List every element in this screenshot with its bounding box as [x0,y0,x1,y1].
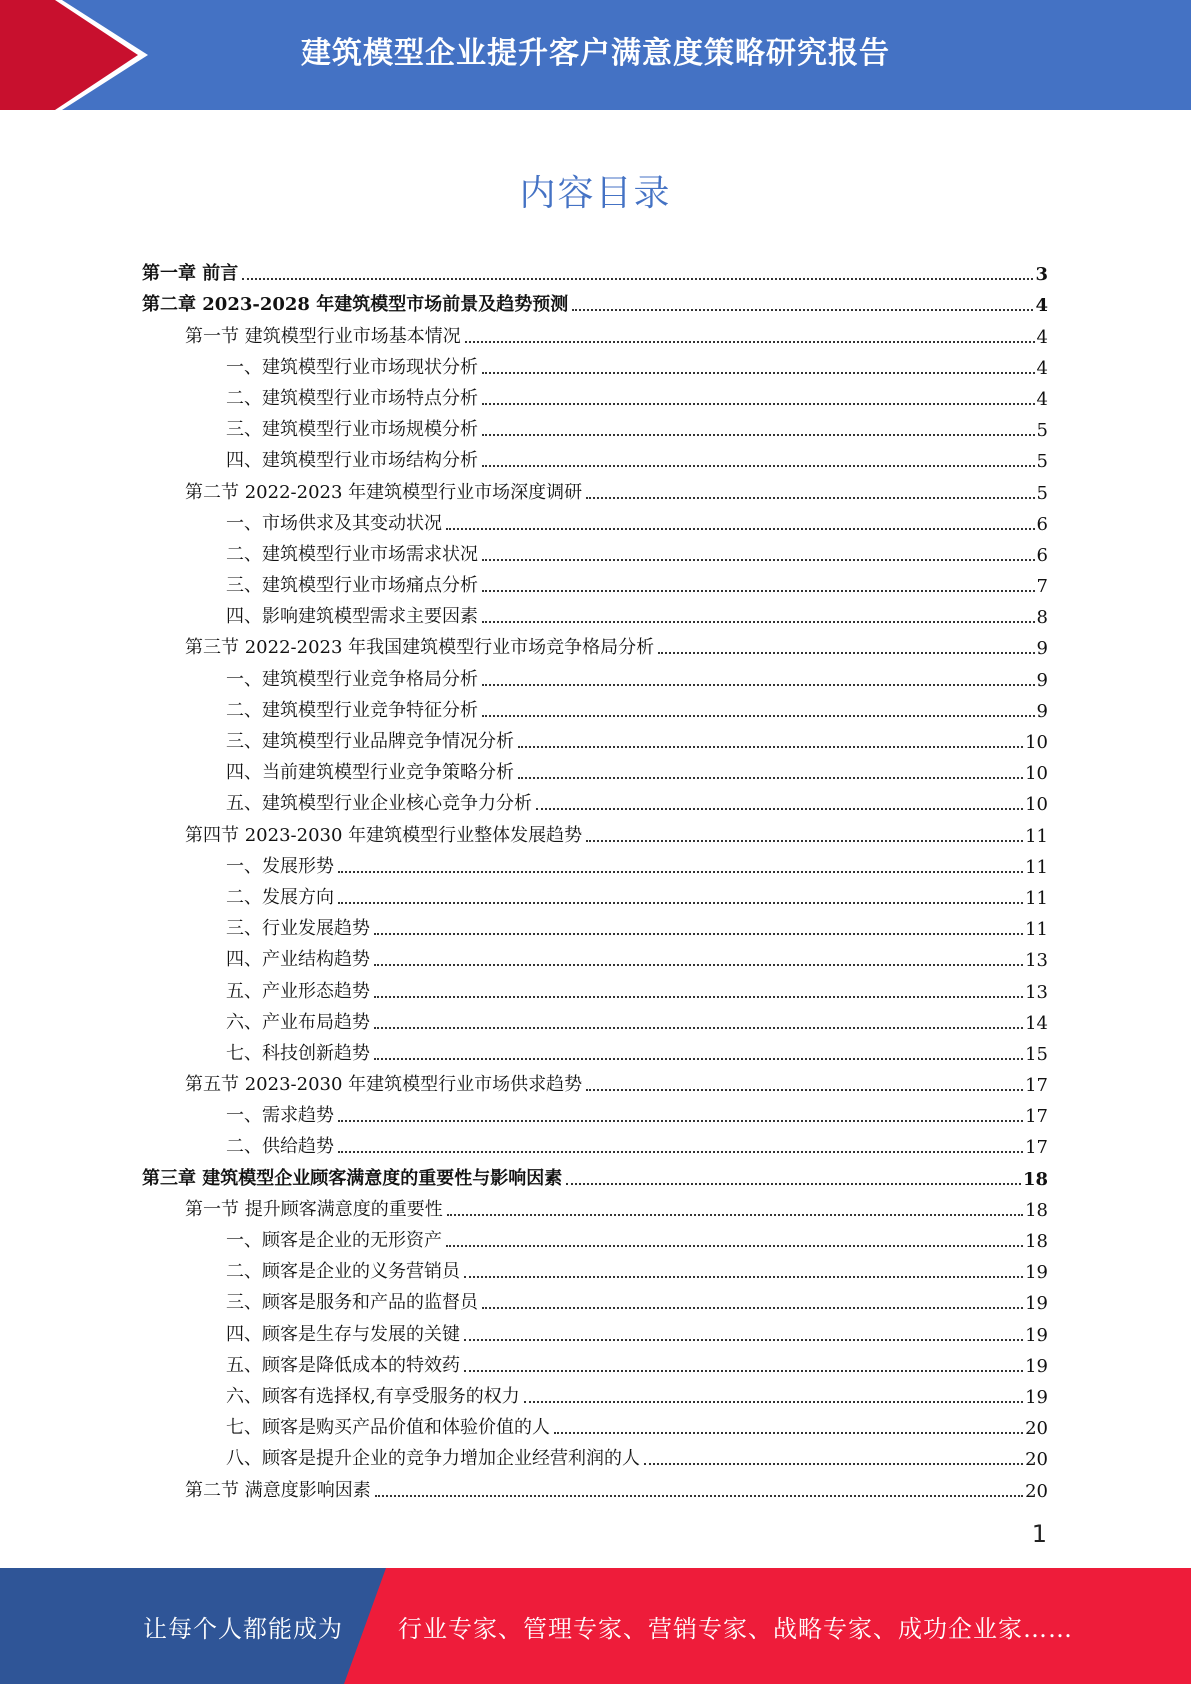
toc-entry[interactable] [142,878,1048,909]
toc-leader-dots [464,1339,1023,1341]
toc-entry[interactable] [142,316,1048,347]
toc-entry[interactable] [142,940,1048,971]
toc-entry-label: 六、产业布局趋势 [226,1011,370,1033]
toc-entry[interactable] [142,909,1048,940]
toc-entry-page: 6 [1036,544,1048,566]
toc-entry-page: 17 [1025,1106,1048,1128]
toc-leader-dots [446,1245,1023,1247]
toc-entry[interactable] [142,1408,1048,1439]
toc-entry-label: 四、影响建筑模型需求主要因素 [226,606,478,628]
toc-entry-page: 17 [1025,1137,1048,1159]
toc-leader-dots [524,1401,1023,1403]
toc-entry[interactable] [142,348,1048,379]
toc-leader-dots [518,777,1023,779]
toc-entry[interactable] [142,504,1048,535]
toc-entry[interactable] [142,691,1048,722]
toc-entry[interactable] [142,285,1048,316]
toc-entry[interactable] [142,659,1048,690]
toc-entry[interactable] [142,1127,1048,1158]
toc-entry-label: 三、建筑模型行业品牌竞争情况分析 [226,731,514,752]
toc-entry[interactable] [142,379,1048,410]
toc-entry-label: 第二节 满意度影响因素 [185,1479,371,1501]
toc-heading: 内容目录 [519,173,672,214]
page-footer [0,1568,1191,1684]
toc-entry-page: 17 [1025,1075,1048,1097]
toc-entry[interactable] [142,1346,1048,1377]
toc-entry-page: 10 [1025,794,1048,816]
toc-entry[interactable] [142,535,1048,566]
toc-leader-dots [374,964,1023,966]
toc-entry-label: 第四节 2023-2030 年建筑模型行业整体发展趋势 [185,824,583,846]
toc-entry[interactable] [142,784,1048,815]
toc-entry-label: 一、发展形势 [226,855,334,877]
toc-entry-label: 五、建筑模型行业企业核心竞争力分析 [226,793,532,815]
toc-entry-label: 三、建筑模型行业市场规模分析 [226,419,478,441]
toc-entry-label: 二、建筑模型行业竞争特征分析 [226,699,478,721]
toc-entry-page: 19 [1025,1386,1048,1408]
toc-entry-page: 5 [1036,420,1048,442]
toc-entry-page: 8 [1036,607,1048,629]
toc-entry-page: 20 [1025,1449,1048,1471]
toc-leader-dots [572,309,1033,311]
toc-leader-dots [464,1276,1023,1278]
toc-leader-dots [482,434,1035,436]
toc-entry-label: 一、建筑模型行业竞争格局分析 [226,668,478,690]
toc-entry-page: 19 [1025,1293,1048,1315]
toc-entry[interactable] [142,1065,1048,1096]
toc-leader-dots [482,465,1035,467]
toc-entry-label: 第三节 2022-2023 年我国建筑模型行业市场竞争格局分析 [185,637,655,659]
toc-entry-label: 七、科技创新趋势 [226,1042,370,1064]
toc-entry-page: 11 [1025,856,1048,878]
toc-leader-dots [374,933,1023,935]
toc-leader-dots [518,746,1023,748]
toc-entry-label: 第二节 2022-2023 年建筑模型行业市场深度调研 [185,481,583,503]
toc-entry-label: 四、建筑模型行业市场结构分析 [226,450,478,472]
toc-entry[interactable] [142,597,1048,628]
toc-entry-page: 5 [1036,451,1048,473]
toc-leader-dots [374,1027,1023,1029]
toc-entry-label: 二、供给趋势 [226,1136,334,1158]
toc-entry-page: 18 [1022,1168,1048,1190]
toc-entry-page: 10 [1025,732,1048,753]
toc-entry[interactable] [142,1439,1048,1470]
header-arrow-icon [0,0,160,110]
toc-leader-dots [482,715,1035,717]
toc-leader-dots [482,372,1035,374]
toc-entry-page: 4 [1036,388,1048,410]
toc-entry-page: 18 [1025,1199,1048,1221]
toc-leader-dots [338,902,1023,904]
toc-entry[interactable] [142,1377,1048,1408]
toc-entry-label: 三、建筑模型行业市场痛点分析 [226,575,478,597]
toc-entry-label: 二、顾客是企业的义务营销员 [226,1261,460,1283]
toc-leader-dots [338,1120,1023,1122]
toc-entry-page: 11 [1025,825,1048,847]
toc-leader-dots [566,1183,1021,1185]
toc-leader-dots [375,1495,1023,1497]
toc-entry-page: 9 [1036,700,1048,722]
table-of-contents [142,254,1048,1502]
toc-leader-dots [586,1089,1023,1091]
toc-entry-page: 15 [1025,1043,1048,1065]
toc-entry[interactable] [142,722,1048,753]
toc-entry[interactable] [142,472,1048,503]
toc-leader-dots [447,1214,1023,1216]
toc-entry[interactable] [142,1314,1048,1345]
toc-entry[interactable] [142,1190,1048,1221]
toc-entry[interactable] [142,566,1048,597]
toc-entry-page: 6 [1036,513,1048,535]
toc-leader-dots [586,497,1034,499]
toc-entry[interactable] [142,254,1048,285]
toc-entry-page: 9 [1036,638,1048,660]
toc-leader-dots [464,1370,1023,1372]
toc-leader-dots [658,652,1034,654]
page-number: 1 [1031,1520,1047,1548]
toc-leader-dots [465,341,1035,343]
toc-entry-page: 4 [1035,295,1048,317]
toc-entry-label: 五、产业形态趋势 [226,980,370,1002]
toc-leader-dots [242,278,1033,280]
toc-leader-dots [536,808,1023,810]
toc-entry[interactable] [142,1283,1048,1314]
toc-entry[interactable] [142,1003,1048,1034]
toc-entry-label: 第一章 前言 [142,263,239,285]
toc-entry-page: 4 [1036,326,1048,348]
toc-entry-label: 四、产业结构趋势 [226,949,370,971]
toc-leader-dots [586,840,1023,842]
toc-entry-page: 19 [1025,1262,1048,1284]
toc-entry[interactable] [142,847,1048,878]
toc-entry-page: 19 [1025,1355,1048,1377]
toc-entry[interactable] [142,1158,1048,1189]
toc-entry-page: 18 [1025,1231,1048,1252]
toc-leader-dots [644,1463,1023,1465]
toc-entry-label: 三、顾客是服务和产品的监督员 [226,1292,478,1314]
footer-slogan-left: 让每个人都能成为 [143,1614,343,1643]
toc-entry-page: 10 [1025,763,1048,785]
toc-entry-label: 八、顾客是提升企业的竞争力增加企业经营利润的人 [226,1448,640,1470]
toc-entry-label: 二、发展方向 [226,886,334,908]
toc-entry[interactable] [142,753,1048,784]
toc-entry[interactable] [142,1221,1048,1252]
toc-leader-dots [446,528,1035,530]
toc-leader-dots [338,871,1023,873]
toc-entry-page: 13 [1025,981,1048,1003]
toc-entry-page: 3 [1035,264,1048,286]
footer-slogan-right: 行业专家、管理专家、营销专家、战略专家、成功企业家…… [398,1614,1073,1643]
toc-entry-label: 三、行业发展趋势 [226,918,370,940]
toc-entry-page: 11 [1025,919,1048,941]
toc-entry[interactable] [142,815,1048,846]
toc-entry-label: 七、顾客是购买产品价值和体验价值的人 [226,1417,550,1439]
toc-entry-page: 19 [1025,1324,1048,1346]
toc-entry[interactable] [142,1252,1048,1283]
toc-entry-label: 四、当前建筑模型行业竞争策略分析 [226,762,514,784]
toc-entry-page: 5 [1036,482,1048,504]
toc-entry-page: 20 [1025,1418,1048,1440]
toc-entry-page: 20 [1025,1480,1048,1502]
toc-leader-dots [554,1432,1023,1434]
toc-entry-label: 第三章 建筑模型企业顾客满意度的重要性与影响因素 [142,1167,563,1189]
toc-entry-label: 一、市场供求及其变动状况 [226,512,442,534]
toc-entry-page: 7 [1036,576,1048,598]
toc-leader-dots [482,684,1035,686]
toc-entry[interactable] [142,628,1048,659]
toc-entry[interactable] [142,1096,1048,1127]
toc-entry-label: 二、建筑模型行业市场特点分析 [226,387,478,409]
toc-entry-label: 一、建筑模型行业市场现状分析 [226,356,478,378]
page-header [0,0,1191,110]
toc-leader-dots [482,403,1035,405]
toc-entry[interactable] [142,410,1048,441]
toc-entry-label: 六、顾客有选择权,有享受服务的权力 [226,1385,520,1407]
toc-entry-label: 第五节 2023-2030 年建筑模型行业市场供求趋势 [185,1074,583,1096]
toc-leader-dots [338,1151,1023,1153]
toc-entry-label: 一、顾客是企业的无形资产 [226,1230,442,1251]
toc-entry-label: 一、需求趋势 [226,1105,334,1127]
toc-leader-dots [374,1058,1023,1060]
toc-entry-label: 第二章 2023-2028 年建筑模型市场前景及趋势预测 [142,294,569,316]
toc-entry-label: 五、顾客是降低成本的特效药 [226,1354,460,1376]
toc-entry-page: 11 [1025,887,1048,909]
toc-entry[interactable] [142,971,1048,1002]
toc-entry[interactable] [142,1034,1048,1065]
toc-entry[interactable] [142,1470,1048,1501]
toc-entry-label: 第一节 提升顾客满意度的重要性 [185,1198,443,1220]
toc-leader-dots [482,1307,1023,1309]
toc-entry[interactable] [142,441,1048,472]
toc-entry-label: 四、顾客是生存与发展的关键 [226,1323,460,1345]
toc-entry-label: 第一节 建筑模型行业市场基本情况 [185,325,461,347]
toc-entry-page: 4 [1036,357,1048,379]
toc-entry-label: 二、建筑模型行业市场需求状况 [226,543,478,565]
toc-leader-dots [482,559,1035,561]
toc-entry-page: 9 [1036,669,1048,691]
toc-entry-page: 13 [1025,950,1048,972]
toc-entry-page: 14 [1025,1012,1048,1034]
toc-leader-dots [374,996,1023,998]
report-title: 建筑模型企业提升客户满意度策略研究报告 [301,36,890,71]
toc-leader-dots [482,590,1035,592]
toc-leader-dots [482,621,1035,623]
